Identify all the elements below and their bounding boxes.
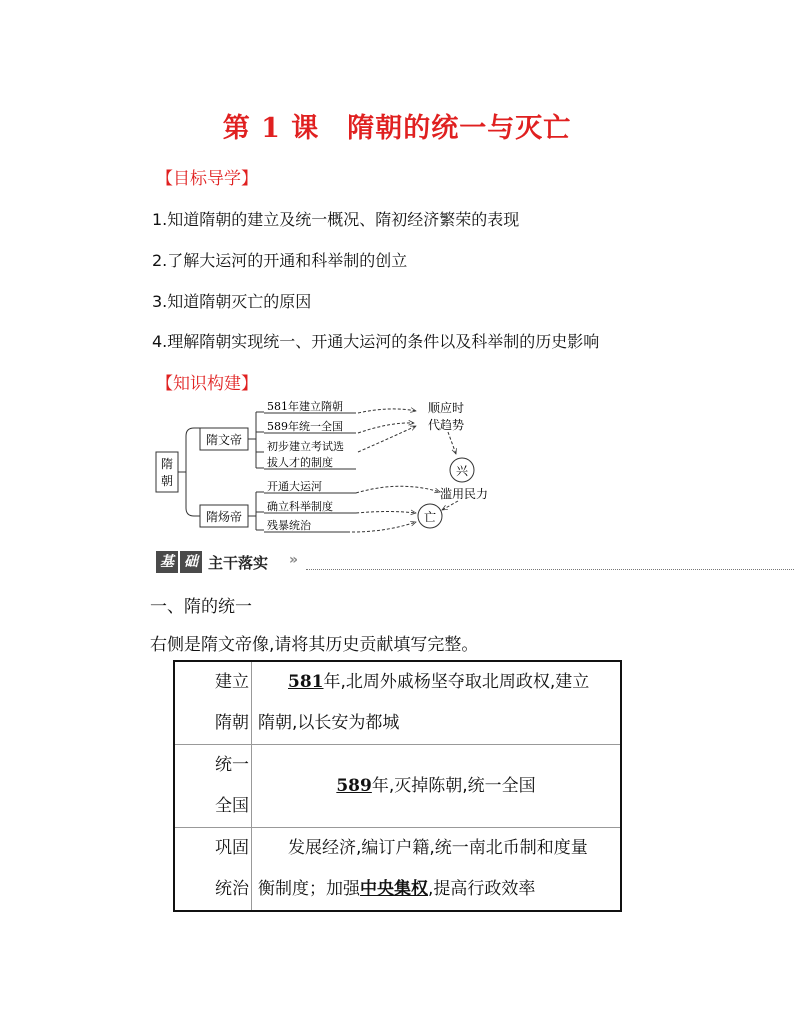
objective-item-2: 2.了解大运河的开通和科举制的创立: [152, 251, 408, 270]
banner-rule: [306, 569, 794, 570]
objective-item-1: 1.知道隋朝的建立及统一概况、隋初经济繁荣的表现: [152, 210, 520, 229]
root-brace: [178, 428, 200, 516]
row-value: 581年,北周外戚杨坚夺取北周政权,建立 隋朝,以长安为都城: [252, 661, 622, 745]
table-row: [174, 745, 621, 828]
basic-badge: [156, 551, 202, 573]
yangdi-brace: [248, 492, 264, 530]
overuse-label: 滥用民力: [439, 487, 489, 501]
objectives-label: 【目标导学】: [156, 169, 258, 189]
yangdi-item-2: 确立科举制度: [267, 500, 333, 513]
table-row: [174, 661, 621, 745]
section-banner: [156, 549, 794, 575]
row-key: 统一 全国: [174, 745, 252, 828]
knowledge-label: 【知识构建】: [156, 374, 258, 394]
wendi-item-2: 589年统一全国: [267, 420, 343, 433]
answer-blank: 中央集权: [360, 879, 428, 899]
wendi-item-3: 初步建立考试选: [267, 440, 344, 453]
knowledge-mindmap: [150, 392, 510, 542]
wendi-item-4: 拔人才的制度: [267, 456, 333, 469]
objective-item-3: 3.知道隋朝灭亡的原因: [152, 292, 312, 311]
root-label-2: 朝: [160, 474, 174, 488]
yangdi-item-1: 开通大运河: [267, 480, 322, 493]
wendi-label: 隋文帝: [205, 433, 243, 447]
yangdi-label: 隋炀帝: [205, 510, 243, 524]
row-key: 建立 隋朝: [174, 661, 252, 745]
row-value: 发展经济,编订户籍,统一南北币制和度量 衡制度；加强中央集权,提高行政效率: [252, 828, 622, 912]
chevron-right-icon: »: [289, 552, 299, 568]
yangdi-item-3: 残暴统治: [267, 519, 311, 532]
row-key: 巩固 统治: [174, 828, 252, 912]
trend-label-1: 顺应时: [427, 401, 465, 415]
rise-label: 兴: [455, 464, 469, 478]
wendi-brace: [248, 412, 264, 468]
section-intro: 右侧是隋文帝像,请将其历史贡献填写完整。: [150, 635, 479, 655]
trend-label-2: 代趋势: [427, 418, 465, 432]
contribution-table: [173, 660, 622, 912]
objective-item-4: 4.理解隋朝实现统一、开通大运河的条件以及科举制的历史影响: [152, 332, 600, 351]
row-value: 589年,灭掉陈朝,统一全国: [252, 745, 622, 828]
answer-blank: 589: [336, 775, 372, 796]
page-title: 第 1 课 隋朝的统一与灭亡: [222, 113, 572, 144]
fall-label: 亡: [423, 510, 437, 524]
badge-char-1: 基: [156, 551, 178, 573]
root-label-1: 隋: [160, 457, 174, 471]
badge-char-2: 础: [180, 551, 202, 573]
section-heading: 一、隋的统一: [150, 597, 252, 617]
answer-blank: 581: [288, 672, 324, 692]
table-row: [174, 828, 621, 912]
wendi-item-1: 581年建立隋朝: [267, 400, 343, 413]
banner-label: 主干落实: [208, 554, 269, 572]
